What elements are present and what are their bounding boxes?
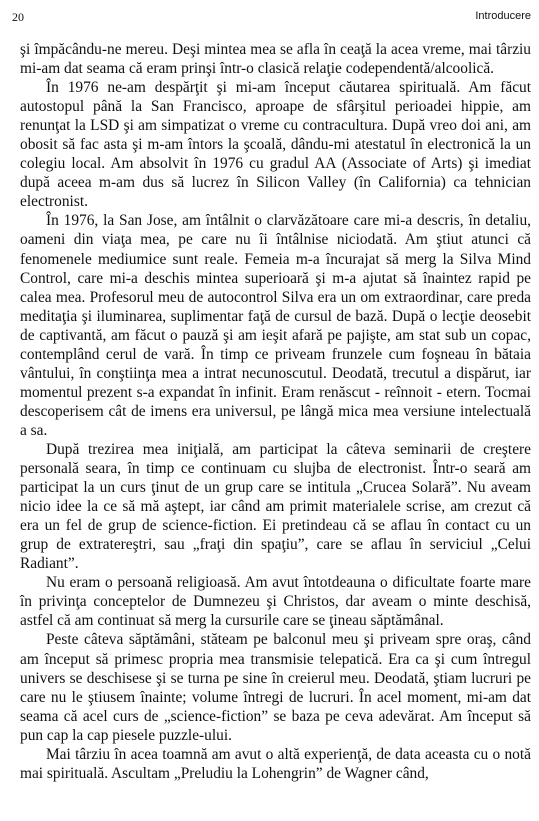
paragraph: şi împăcându-ne mereu. Deşi mintea mea se afla în ceaţă la acea vreme, mai târziu mi-am dat seama că eram prinşi într-o clasică relaţie codependentă/alcoolică.: [20, 41, 531, 78]
paragraph: În 1976 ne-am despărţit şi mi-am început căutarea spirituală. Am făcut autostopul până la San Francisco, aproape de sfârşitul perioadei hippie, am renunţat la LSD şi am simpatizat o vreme cu contracultura. După vreo doi ani, am obosit să fac asta şi m-am întors la şcoală, dându-mi atestatul în electronică la un colegiu local. Am absolvit în 1976 cu gradul AA (Associate of Arts) şi imediat după aceea m-am dus să lucrez în Silicon Valley (în California) ca tehnician electronist.: [20, 79, 531, 211]
paragraph: Peste câteva săptămâni, stăteam pe balconul meu şi priveam spre oraş, când am început să primesc propria mea transmisie telepatică. Era ca şi cum întregul univers se deschisese şi se turna pe sine în creierul meu. Deodată, ştiam lucruri pe care nu le ştiusem înainte; volume întregi de lucruri. În acel moment, mi-am dat seama că acel curs de „science-fiction” se baza pe ceva adevărat. Am început să pun cap la cap piesele puzzle-ului.: [20, 631, 531, 744]
page-header: [12, 10, 531, 28]
paragraph: După trezirea mea iniţială, am participat la câteva seminarii de creştere personală seara, în timp ce continuam cu slujba de electronist. Într-o seară am participat la un curs ţinut de un grup care se intitula „Crucea Solară”. Nu aveam nicio idee la ce să mă aştept, iar când am primit materialele scrise, am crezut că era un fel de grup de science-fiction. Ei pretindeau că se aflau în contact cu un grup de extratereştri, sau „fraţi din spaţiu”, care se aflau în serviciul „Celui Radiant”.: [20, 440, 531, 573]
running-head: Introducere: [475, 10, 531, 22]
paragraph: Mai târziu în acea toamnă am avut o altă experienţă, de data aceasta cu o notă mai spirituală. Ascultam „Preludiu la Lohengrin” de Wagner când,: [20, 745, 531, 782]
page-number: 20: [12, 10, 24, 24]
body-text: [20, 40, 531, 783]
paragraph: În 1976, la San Jose, am întâlnit o clarvăzătoare care mi-a descris, în detaliu, oameni din viaţa mea, pe care nu îi întâlnise niciodată. Am ştiut atunci că fenomenele mediumice sunt reale. Femeia m-a încurajat să merg la Silva Mind Control, care mi-a deschis mintea superioară şi m-a ajutat să înaintez rapid pe calea mea. Profesorul meu de autocontrol Silva era un om extraordinar, care preda meditaţia şi iluminarea, suplimentar faţă de cursul de bază. După o lecţie deosebit de captivantă, am făcut o pauză şi am ieşit afară pe pajişte, am stat sub un copac, contemplând cerul de vară. În timp ce priveam frunzele cum foşneau în bătaia vântului, în conştiinţa mea a intrat necunoscutul. Deodată, trecutul a dispărut, iar momentul prezent s-a expandat în infinit. Eram renăscut - reînnoit - etern. Tocmai descoperisem cât de imens era universul, pe lângă mica mea versiune intelectuală a sa.: [20, 212, 531, 439]
paragraph: Nu eram o persoană religioasă. Am avut întotdeauna o dificultate foarte mare în privinţa conceptelor de Dumnezeu şi Christos, dar aveam o minte deschisă, astfel că am continuat să merg la cursurile care se ţineau săptămânal.: [20, 574, 531, 630]
